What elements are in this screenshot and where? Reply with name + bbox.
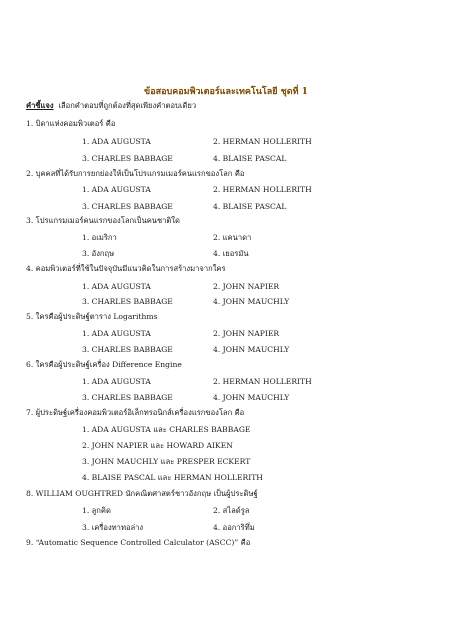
- q5-option-2: 2. JOHN NAPIER: [213, 329, 280, 338]
- q3-option-2: 2. แคนาดา: [213, 233, 252, 242]
- question-1: 1. บิดาแห่งคอมพิวเตอร์ คือ: [26, 119, 116, 128]
- q2-option-4: 4. BLAISE PASCAL: [213, 202, 287, 211]
- q1-option-1: 1. ADA AUGUSTA: [82, 137, 151, 146]
- q8-option-2: 2. สไลด์รูล: [213, 506, 250, 515]
- question-2: 2. บุคคลที่ได้รับการยกย่องให้เป็นโปรแกรมเมอร์คนแรกของโลก คือ: [26, 169, 245, 178]
- question-8: 8. WILLIAM OUGHTRED นักคณิตศาสตร์ชาวอังกฤษ เป็นผู้ประดิษฐ์: [26, 489, 258, 498]
- q3-option-4: 4. เยอรมัน: [213, 249, 249, 258]
- document-title: ข้อสอบคอมพิวเตอร์และเทคโนโลยี ชุดที่ 1: [144, 87, 308, 97]
- q4-option-3: 3. CHARLES BABBAGE: [82, 297, 173, 306]
- q2-option-1: 1. ADA AUGUSTA: [82, 185, 151, 194]
- q4-option-1: 1. ADA AUGUSTA: [82, 282, 151, 291]
- q8-option-4: 4. ออการิทึ่ม: [213, 523, 255, 532]
- q4-option-2: 2. JOHN NAPIER: [213, 282, 280, 291]
- q7-option-1: 1. ADA AUGUSTA และ CHARLES BABBAGE: [82, 425, 251, 434]
- q3-option-1: 1. อเมริกา: [82, 233, 117, 242]
- q6-option-2: 2. HERMAN HOLLERITH: [213, 377, 312, 386]
- question-5: 5. ใครคือผู้ประดิษฐ์ตาราง Logarithms: [26, 312, 158, 321]
- q7-option-4: 4. BLAISE PASCAL และ HERMAN HOLLERITH: [82, 473, 263, 482]
- q6-option-3: 3. CHARLES BABBAGE: [82, 393, 173, 402]
- q5-option-3: 3. CHARLES BABBAGE: [82, 345, 173, 354]
- question-7: 7. ผู้ประดิษฐ์เครื่องคอมพิวเตอร์อิเล็กทรอนิกส์เครื่องแรกของโลก คือ: [26, 408, 245, 417]
- q5-option-4: 4. JOHN MAUCHLY: [213, 345, 290, 354]
- question-6: 6. ใครคือผู้ประดิษฐ์เครื่อง Difference Engine: [26, 360, 182, 369]
- q1-option-2: 2. HERMAN HOLLERITH: [213, 137, 312, 146]
- question-3: 3. โปรแกรมเมอร์คนแรกของโลกเป็นคนชาติใด: [26, 216, 180, 225]
- q8-option-1: 1. ลูกคิด: [82, 506, 111, 515]
- instruction-label: คำชี้แจง: [26, 101, 54, 110]
- q6-option-4: 4. JOHN MAUCHLY: [213, 393, 290, 402]
- q7-option-3: 3. JOHN MAUCHLY และ PRESPER ECKERT: [82, 457, 251, 466]
- q8-option-3: 3. เครื่องทาทอล่าง: [82, 523, 144, 532]
- question-9: 9. “Automatic Sequence Controlled Calculator (ASCC)” คือ: [26, 538, 251, 547]
- q2-option-2: 2. HERMAN HOLLERITH: [213, 185, 312, 194]
- q1-option-3: 3. CHARLES BABBAGE: [82, 154, 173, 163]
- q1-option-4: 4. BLAISE PASCAL: [213, 154, 287, 163]
- q5-option-1: 1. ADA AUGUSTA: [82, 329, 151, 338]
- q7-option-2: 2. JOHN NAPIER และ HOWARD AIKEN: [82, 441, 233, 450]
- q6-option-1: 1. ADA AUGUSTA: [82, 377, 151, 386]
- instruction-line: [26, 101, 196, 111]
- q3-option-3: 3. อังกฤษ: [82, 249, 115, 258]
- q4-option-4: 4. JOHN MAUCHLY: [213, 297, 290, 306]
- question-4: 4. คอมพิวเตอร์ที่ใช้ในปัจจุบันมีแนวคิดในการสร้างมาจากใคร: [26, 264, 226, 273]
- q2-option-3: 3. CHARLES BABBAGE: [82, 202, 173, 211]
- instruction-text: เลือกคำตอบที่ถูกต้องที่สุดเพียงคำตอบเดียว: [58, 101, 197, 110]
